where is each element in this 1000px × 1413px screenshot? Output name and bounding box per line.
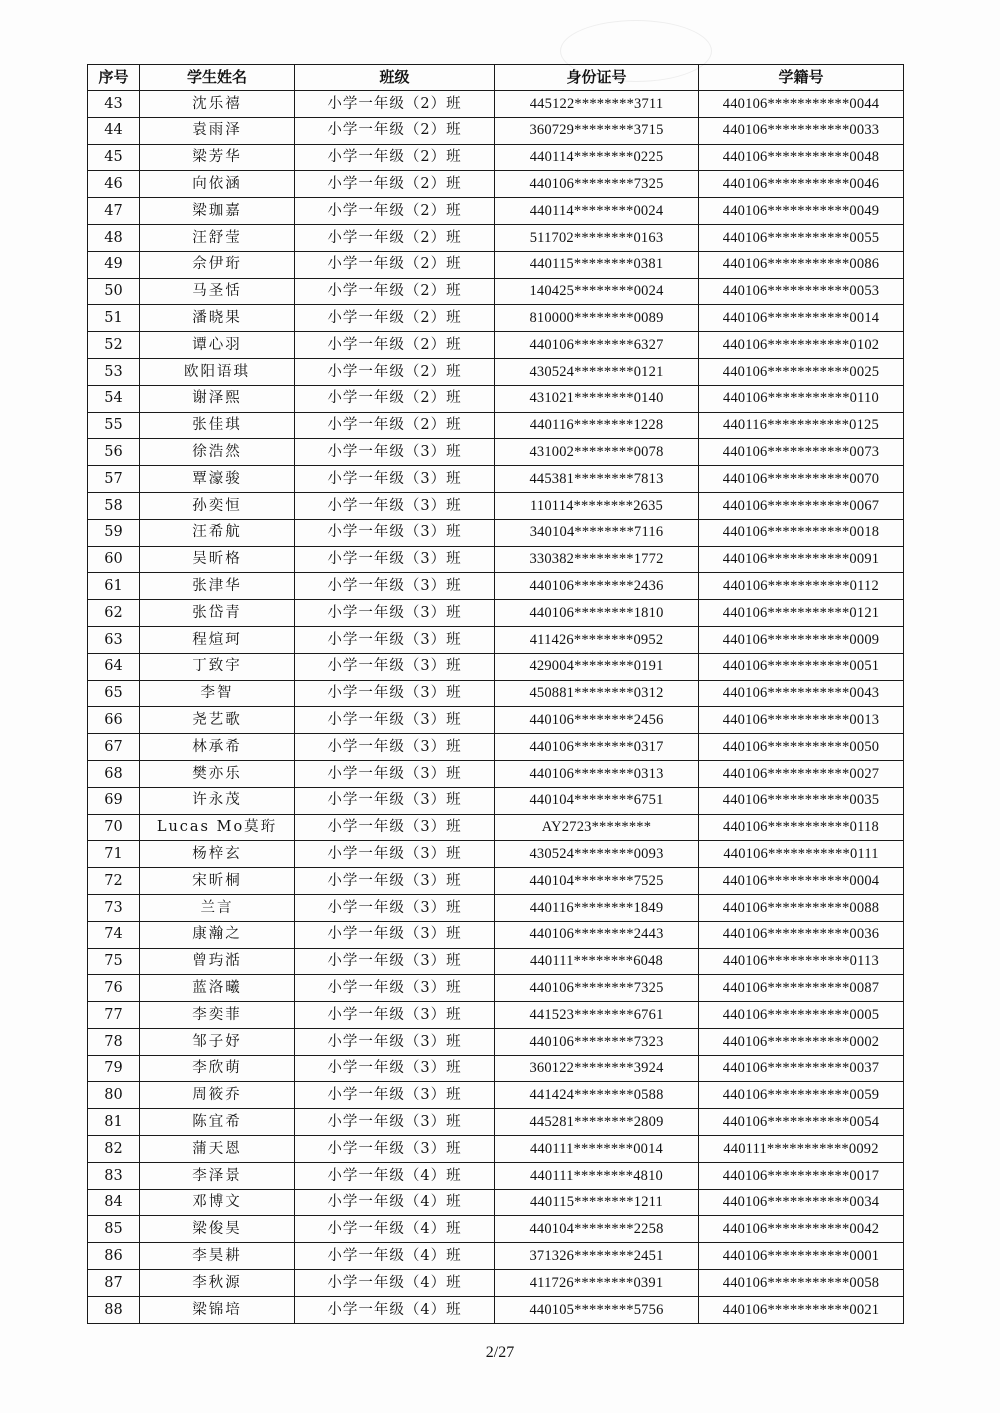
cell-seq-no: 68 [88, 760, 140, 787]
cell-seq-no: 74 [88, 921, 140, 948]
cell-id-number: 360122********3924 [495, 1055, 699, 1082]
cell-student-name: 邓博文 [140, 1189, 295, 1216]
cell-class: 小学一年级（4）班 [295, 1243, 495, 1270]
cell-seq-no: 57 [88, 466, 140, 493]
table-row [88, 224, 904, 251]
table-row [88, 1028, 904, 1055]
cell-student-number: 440106***********0091 [699, 546, 904, 573]
cell-seq-no: 71 [88, 841, 140, 868]
cell-seq-no: 75 [88, 948, 140, 975]
cell-id-number: 440106********0317 [495, 734, 699, 761]
cell-student-number: 440106***********0055 [699, 224, 904, 251]
cell-id-number: 440106********7323 [495, 1028, 699, 1055]
cell-class: 小学一年级（3）班 [295, 814, 495, 841]
cell-student-number: 440106***********0021 [699, 1296, 904, 1323]
cell-id-number: 441523********6761 [495, 1002, 699, 1029]
cell-seq-no: 86 [88, 1243, 140, 1270]
cell-id-number: 429004********0191 [495, 653, 699, 680]
cell-seq-no: 79 [88, 1055, 140, 1082]
cell-id-number: 440111********6048 [495, 948, 699, 975]
table-row [88, 948, 904, 975]
cell-seq-no: 47 [88, 198, 140, 225]
cell-student-number: 440106***********0002 [699, 1028, 904, 1055]
cell-student-name: 欧阳语琪 [140, 358, 295, 385]
cell-student-name: 李秋源 [140, 1270, 295, 1297]
cell-class: 小学一年级（3）班 [295, 868, 495, 895]
cell-class: 小学一年级（3）班 [295, 948, 495, 975]
cell-id-number: 440114********0225 [495, 144, 699, 171]
cell-seq-no: 45 [88, 144, 140, 171]
table-row [88, 1136, 904, 1163]
cell-class: 小学一年级（2）班 [295, 117, 495, 144]
cell-student-number: 440106***********0009 [699, 626, 904, 653]
cell-class: 小学一年级（4）班 [295, 1162, 495, 1189]
cell-student-name: 汪舒莹 [140, 224, 295, 251]
header-student-name: 学生姓名 [140, 65, 295, 91]
cell-student-number: 440106***********0004 [699, 868, 904, 895]
cell-class: 小学一年级（3）班 [295, 439, 495, 466]
header-id-number: 身份证号 [495, 65, 699, 91]
cell-id-number: 340104********7116 [495, 519, 699, 546]
table-row [88, 91, 904, 118]
cell-id-number: 445281********2809 [495, 1109, 699, 1136]
table-row [88, 546, 904, 573]
table-row [88, 894, 904, 921]
cell-student-name: 许永茂 [140, 787, 295, 814]
cell-student-name: 梁俊昊 [140, 1216, 295, 1243]
table-row [88, 305, 904, 332]
cell-class: 小学一年级（4）班 [295, 1296, 495, 1323]
cell-seq-no: 44 [88, 117, 140, 144]
cell-seq-no: 61 [88, 573, 140, 600]
cell-class: 小学一年级（2）班 [295, 278, 495, 305]
cell-seq-no: 82 [88, 1136, 140, 1163]
table-row [88, 117, 904, 144]
cell-student-name: 佘伊珩 [140, 251, 295, 278]
table-row [88, 439, 904, 466]
cell-id-number: 440106********1810 [495, 600, 699, 627]
cell-student-name: 潘晓果 [140, 305, 295, 332]
cell-id-number: 430524********0093 [495, 841, 699, 868]
table-row [88, 814, 904, 841]
cell-student-number: 440106***********0113 [699, 948, 904, 975]
table-row [88, 412, 904, 439]
table-row [88, 1055, 904, 1082]
cell-student-name: 孙奕恒 [140, 492, 295, 519]
cell-seq-no: 48 [88, 224, 140, 251]
cell-class: 小学一年级（2）班 [295, 358, 495, 385]
cell-class: 小学一年级（3）班 [295, 1109, 495, 1136]
cell-seq-no: 87 [88, 1270, 140, 1297]
cell-student-number: 440106***********0025 [699, 358, 904, 385]
cell-seq-no: 52 [88, 332, 140, 359]
cell-class: 小学一年级（3）班 [295, 921, 495, 948]
cell-id-number: 440106********2456 [495, 707, 699, 734]
cell-seq-no: 72 [88, 868, 140, 895]
cell-student-number: 440106***********0027 [699, 760, 904, 787]
cell-student-name: 丁致宇 [140, 653, 295, 680]
cell-id-number: 110114********2635 [495, 492, 699, 519]
table-row [88, 1243, 904, 1270]
table-header-row [88, 65, 904, 91]
table-row [88, 1002, 904, 1029]
cell-student-number: 440106***********0087 [699, 975, 904, 1002]
cell-student-number: 440111***********0092 [699, 1136, 904, 1163]
cell-id-number: 440106********7325 [495, 975, 699, 1002]
header-student-number: 学籍号 [699, 65, 904, 91]
cell-student-name: 兰言 [140, 894, 295, 921]
cell-id-number: 445122********3711 [495, 91, 699, 118]
table-row [88, 1109, 904, 1136]
table-row [88, 707, 904, 734]
cell-seq-no: 58 [88, 492, 140, 519]
cell-student-number: 440106***********0073 [699, 439, 904, 466]
cell-student-number: 440106***********0033 [699, 117, 904, 144]
cell-student-number: 440106***********0070 [699, 466, 904, 493]
cell-student-name: 周筱乔 [140, 1082, 295, 1109]
cell-student-name: 陈宜希 [140, 1109, 295, 1136]
cell-class: 小学一年级（3）班 [295, 1136, 495, 1163]
table-row [88, 975, 904, 1002]
table-row [88, 1270, 904, 1297]
table-row [88, 734, 904, 761]
cell-student-number: 440106***********0048 [699, 144, 904, 171]
cell-class: 小学一年级（3）班 [295, 760, 495, 787]
cell-seq-no: 65 [88, 680, 140, 707]
cell-class: 小学一年级（3）班 [295, 626, 495, 653]
table-row [88, 760, 904, 787]
cell-id-number: 445381********7813 [495, 466, 699, 493]
cell-seq-no: 56 [88, 439, 140, 466]
cell-id-number: 440104********2258 [495, 1216, 699, 1243]
table-row [88, 492, 904, 519]
cell-student-name: 梁珈嘉 [140, 198, 295, 225]
cell-seq-no: 67 [88, 734, 140, 761]
cell-student-name: 覃濠骏 [140, 466, 295, 493]
cell-class: 小学一年级（2）班 [295, 385, 495, 412]
cell-class: 小学一年级（2）班 [295, 224, 495, 251]
cell-student-name: 蒲天恩 [140, 1136, 295, 1163]
cell-student-name: 李昊耕 [140, 1243, 295, 1270]
cell-student-name: 谢泽熙 [140, 385, 295, 412]
cell-student-number: 440106***********0102 [699, 332, 904, 359]
cell-student-number: 440106***********0118 [699, 814, 904, 841]
cell-student-number: 440106***********0046 [699, 171, 904, 198]
cell-id-number: 360729********3715 [495, 117, 699, 144]
cell-seq-no: 66 [88, 707, 140, 734]
cell-id-number: 411726********0391 [495, 1270, 699, 1297]
cell-student-name: 李奕菲 [140, 1002, 295, 1029]
cell-class: 小学一年级（2）班 [295, 305, 495, 332]
cell-seq-no: 80 [88, 1082, 140, 1109]
cell-student-number: 440106***********0111 [699, 841, 904, 868]
cell-student-number: 440106***********0050 [699, 734, 904, 761]
cell-class: 小学一年级（3）班 [295, 546, 495, 573]
cell-class: 小学一年级（3）班 [295, 894, 495, 921]
cell-seq-no: 88 [88, 1296, 140, 1323]
table-row [88, 1162, 904, 1189]
table-row [88, 198, 904, 225]
table-row [88, 171, 904, 198]
cell-id-number: 440104********7525 [495, 868, 699, 895]
table-row [88, 144, 904, 171]
cell-id-number: 440114********0024 [495, 198, 699, 225]
cell-seq-no: 53 [88, 358, 140, 385]
cell-id-number: 810000********0089 [495, 305, 699, 332]
cell-seq-no: 59 [88, 519, 140, 546]
table-row [88, 251, 904, 278]
cell-class: 小学一年级（2）班 [295, 198, 495, 225]
cell-id-number: 411426********0952 [495, 626, 699, 653]
cell-class: 小学一年级（3）班 [295, 653, 495, 680]
cell-seq-no: 78 [88, 1028, 140, 1055]
cell-student-name: 梁锦培 [140, 1296, 295, 1323]
cell-student-number: 440106***********0013 [699, 707, 904, 734]
cell-student-number: 440106***********0001 [699, 1243, 904, 1270]
cell-class: 小学一年级（3）班 [295, 519, 495, 546]
cell-student-number: 440106***********0005 [699, 1002, 904, 1029]
cell-class: 小学一年级（3）班 [295, 492, 495, 519]
cell-seq-no: 54 [88, 385, 140, 412]
cell-student-number: 440106***********0018 [699, 519, 904, 546]
cell-id-number: 330382********1772 [495, 546, 699, 573]
table-row [88, 868, 904, 895]
cell-class: 小学一年级（3）班 [295, 1002, 495, 1029]
cell-class: 小学一年级（2）班 [295, 91, 495, 118]
cell-student-name: 向依涵 [140, 171, 295, 198]
table-row [88, 466, 904, 493]
cell-seq-no: 60 [88, 546, 140, 573]
cell-seq-no: 73 [88, 894, 140, 921]
cell-class: 小学一年级（3）班 [295, 1028, 495, 1055]
cell-class: 小学一年级（3）班 [295, 573, 495, 600]
cell-student-name: 张津华 [140, 573, 295, 600]
cell-id-number: 440105********5756 [495, 1296, 699, 1323]
cell-class: 小学一年级（3）班 [295, 680, 495, 707]
cell-seq-no: 81 [88, 1109, 140, 1136]
cell-student-name: 杨梓玄 [140, 841, 295, 868]
cell-student-number: 440106***********0054 [699, 1109, 904, 1136]
cell-seq-no: 55 [88, 412, 140, 439]
cell-seq-no: 69 [88, 787, 140, 814]
cell-class: 小学一年级（4）班 [295, 1216, 495, 1243]
header-class: 班级 [295, 65, 495, 91]
table-row [88, 653, 904, 680]
table-row [88, 600, 904, 627]
cell-student-number: 440106***********0044 [699, 91, 904, 118]
cell-student-name: 邹子妤 [140, 1028, 295, 1055]
cell-seq-no: 46 [88, 171, 140, 198]
cell-student-number: 440106***********0037 [699, 1055, 904, 1082]
cell-student-name: 马圣恬 [140, 278, 295, 305]
cell-student-number: 440106***********0051 [699, 653, 904, 680]
cell-student-number: 440106***********0058 [699, 1270, 904, 1297]
table-row [88, 278, 904, 305]
cell-id-number: 440106********7325 [495, 171, 699, 198]
cell-student-name: 林承希 [140, 734, 295, 761]
cell-id-number: 440111********4810 [495, 1162, 699, 1189]
cell-class: 小学一年级（3）班 [295, 1082, 495, 1109]
cell-id-number: 440106********2436 [495, 573, 699, 600]
cell-student-name: 张岱青 [140, 600, 295, 627]
cell-class: 小学一年级（3）班 [295, 734, 495, 761]
cell-id-number: 440115********0381 [495, 251, 699, 278]
table-row [88, 841, 904, 868]
cell-student-name: 梁芳华 [140, 144, 295, 171]
cell-id-number: 440104********6751 [495, 787, 699, 814]
cell-student-name: 康瀚之 [140, 921, 295, 948]
cell-seq-no: 84 [88, 1189, 140, 1216]
cell-student-number: 440106***********0067 [699, 492, 904, 519]
cell-seq-no: 62 [88, 600, 140, 627]
cell-student-name: 蓝洛曦 [140, 975, 295, 1002]
cell-student-name: 樊亦乐 [140, 760, 295, 787]
cell-id-number: 511702********0163 [495, 224, 699, 251]
table-row [88, 1216, 904, 1243]
cell-student-number: 440106***********0014 [699, 305, 904, 332]
cell-class: 小学一年级（3）班 [295, 707, 495, 734]
student-roster-table [87, 64, 904, 1324]
cell-id-number: 440111********0014 [495, 1136, 699, 1163]
table-row [88, 573, 904, 600]
cell-seq-no: 76 [88, 975, 140, 1002]
cell-id-number: 440116********1228 [495, 412, 699, 439]
cell-id-number: 440115********1211 [495, 1189, 699, 1216]
page-number: 2/27 [485, 1344, 515, 1361]
cell-student-number: 440106***********0088 [699, 894, 904, 921]
cell-id-number: 431002********0078 [495, 439, 699, 466]
cell-student-number: 440106***********0034 [699, 1189, 904, 1216]
table-row [88, 358, 904, 385]
cell-student-name: 吴昕格 [140, 546, 295, 573]
cell-seq-no: 64 [88, 653, 140, 680]
cell-student-number: 440106***********0059 [699, 1082, 904, 1109]
cell-id-number: 440106********0313 [495, 760, 699, 787]
cell-class: 小学一年级（2）班 [295, 412, 495, 439]
cell-student-name: 程煊珂 [140, 626, 295, 653]
table-row [88, 626, 904, 653]
cell-seq-no: 51 [88, 305, 140, 332]
cell-student-number: 440106***********0035 [699, 787, 904, 814]
cell-class: 小学一年级（4）班 [295, 1270, 495, 1297]
cell-student-number: 440106***********0110 [699, 385, 904, 412]
cell-student-name: 李智 [140, 680, 295, 707]
cell-student-number: 440116***********0125 [699, 412, 904, 439]
cell-id-number: 440106********6327 [495, 332, 699, 359]
header-seq-no: 序号 [88, 65, 140, 91]
cell-student-number: 440106***********0042 [699, 1216, 904, 1243]
cell-class: 小学一年级（2）班 [295, 171, 495, 198]
table-row [88, 921, 904, 948]
cell-seq-no: 63 [88, 626, 140, 653]
cell-student-number: 440106***********0053 [699, 278, 904, 305]
cell-class: 小学一年级（2）班 [295, 332, 495, 359]
cell-class: 小学一年级（3）班 [295, 787, 495, 814]
table-row [88, 680, 904, 707]
cell-seq-no: 43 [88, 91, 140, 118]
cell-id-number: 140425********0024 [495, 278, 699, 305]
table-row [88, 332, 904, 359]
cell-student-number: 440106***********0121 [699, 600, 904, 627]
cell-student-name: Lucas Mo莫珩 [140, 814, 295, 841]
cell-student-number: 440106***********0036 [699, 921, 904, 948]
cell-student-name: 曾玙湉 [140, 948, 295, 975]
cell-class: 小学一年级（3）班 [295, 600, 495, 627]
cell-id-number: 440106********2443 [495, 921, 699, 948]
cell-id-number: 371326********2451 [495, 1243, 699, 1270]
table-row [88, 1082, 904, 1109]
cell-seq-no: 70 [88, 814, 140, 841]
table-row [88, 787, 904, 814]
cell-student-number: 440106***********0112 [699, 573, 904, 600]
cell-class: 小学一年级（3）班 [295, 841, 495, 868]
cell-id-number: AY2723******** [495, 814, 699, 841]
cell-class: 小学一年级（2）班 [295, 144, 495, 171]
cell-class: 小学一年级（3）班 [295, 1055, 495, 1082]
cell-student-number: 440106***********0086 [699, 251, 904, 278]
table-row [88, 385, 904, 412]
cell-id-number: 430524********0121 [495, 358, 699, 385]
cell-seq-no: 49 [88, 251, 140, 278]
cell-student-number: 440106***********0043 [699, 680, 904, 707]
cell-student-name: 沈乐禧 [140, 91, 295, 118]
cell-student-name: 宋昕桐 [140, 868, 295, 895]
cell-class: 小学一年级（3）班 [295, 975, 495, 1002]
cell-class: 小学一年级（4）班 [295, 1189, 495, 1216]
cell-student-name: 尧艺歌 [140, 707, 295, 734]
table-row [88, 1189, 904, 1216]
cell-id-number: 450881********0312 [495, 680, 699, 707]
cell-class: 小学一年级（2）班 [295, 251, 495, 278]
cell-student-name: 袁雨泽 [140, 117, 295, 144]
cell-student-number: 440106***********0049 [699, 198, 904, 225]
cell-id-number: 441424********0588 [495, 1082, 699, 1109]
cell-student-name: 徐浩然 [140, 439, 295, 466]
cell-seq-no: 85 [88, 1216, 140, 1243]
cell-student-number: 440106***********0017 [699, 1162, 904, 1189]
cell-student-name: 谭心羽 [140, 332, 295, 359]
cell-student-name: 汪希航 [140, 519, 295, 546]
cell-seq-no: 83 [88, 1162, 140, 1189]
cell-class: 小学一年级（3）班 [295, 466, 495, 493]
table-body [88, 91, 904, 1324]
cell-student-name: 李欣萌 [140, 1055, 295, 1082]
cell-id-number: 431021********0140 [495, 385, 699, 412]
table-row [88, 1296, 904, 1323]
cell-id-number: 440116********1849 [495, 894, 699, 921]
table-row [88, 519, 904, 546]
cell-student-name: 张佳琪 [140, 412, 295, 439]
cell-student-name: 李泽景 [140, 1162, 295, 1189]
cell-seq-no: 77 [88, 1002, 140, 1029]
cell-seq-no: 50 [88, 278, 140, 305]
